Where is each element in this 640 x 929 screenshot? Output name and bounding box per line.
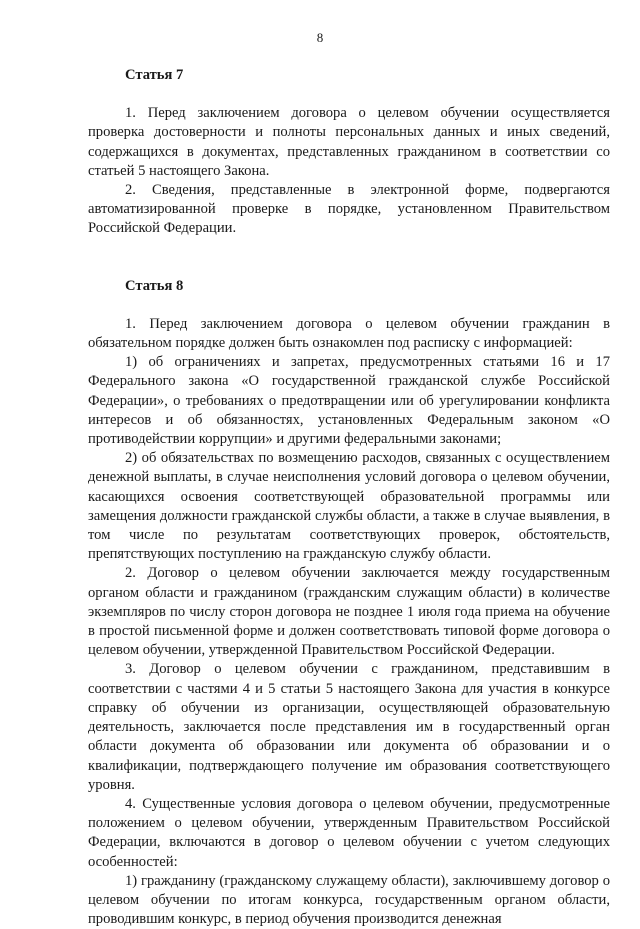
article-7 [88, 66, 610, 239]
article-paragraph: 1) об ограничениях и запретах, предусмотренных статьями 16 и 17 Федерального закона «О государственной гражданской службе Российской Федерации», о требованиях о предотвращении или об урегулировании конфликта интересов и об обязанностях, установленных Федеральным законом «О противодействии коррупции» и другими федеральными законами; [88, 354, 610, 448]
article-paragraph: 3. Договор о целевом обучении с гражданином, представившим в соответствии с частями 4 и 5 статьи 5 настоящего Закона для участия в конкурсе справку об обучении из организации, осуществляющей образовательную деятельность, заключается после представления им в государственный орган области документа об образовании или документа об образовании и о квалификации, подтверждающего получение им образования соответствующего уровня. [88, 661, 610, 793]
article-paragraph: 1. Перед заключением договора о целевом обучении осуществляется проверка достоверности и полноты персональных данных и иных сведений, содержащихся в документах, представленных гражданином в соответствии со статьей 5 настоящего Закона. [88, 105, 610, 179]
article-title: Статья 8 [125, 277, 184, 294]
article-paragraph: 2. Сведения, представленные в электронной форме, подвергаются автоматизированной проверке в порядке, установленном Правительством Российской Федерации. [88, 182, 610, 237]
article-paragraph: 4. Существенные условия договора о целевом обучении, предусмотренные положением о целевом обучении, утвержденным Правительством Российской Федерации, включаются в договор о целевом обучении с учетом следующих особенностей: [88, 795, 610, 870]
article-paragraph: 1) гражданину (гражданскому служащему области), заключившему договор о целевом обучении по итогам конкурса, государственным органом области, проводившим конкурс, в период обучения производится денежная [88, 872, 610, 928]
article-8 [88, 277, 610, 929]
article-paragraph: 2) об обязательствах по возмещению расходов, связанных с осуществлением денежной выплаты, в случае неисполнения условий договора о целевом обучении, касающихся освоения соответствующей образовательной программы или замещения должности гражданской службы области, а также в случае выявления, в том числе по результатам соответствующих проверок, обстоятельств, препятствующих поступлению на гражданскую службу области. [88, 450, 610, 563]
article-title: Статья 7 [125, 67, 184, 83]
document-body [88, 66, 610, 929]
article-paragraph: 1. Перед заключением договора о целевом обучении гражданин в обязательном порядке должен быть ознакомлен под расписку с информацией: [88, 315, 610, 352]
page-number: 8 [316, 30, 324, 45]
article-paragraph: 2. Договор о целевом обучении заключается между государственным органом области и гражданином (гражданским служащим области) в количестве экземпляров по числу сторон договора не позднее 1 июля года приема на обучение в простой письменной форме и должен соответствовать типовой форме договора о целевом обучении, утвержденной Правительством Российской Федерации. [88, 565, 610, 659]
